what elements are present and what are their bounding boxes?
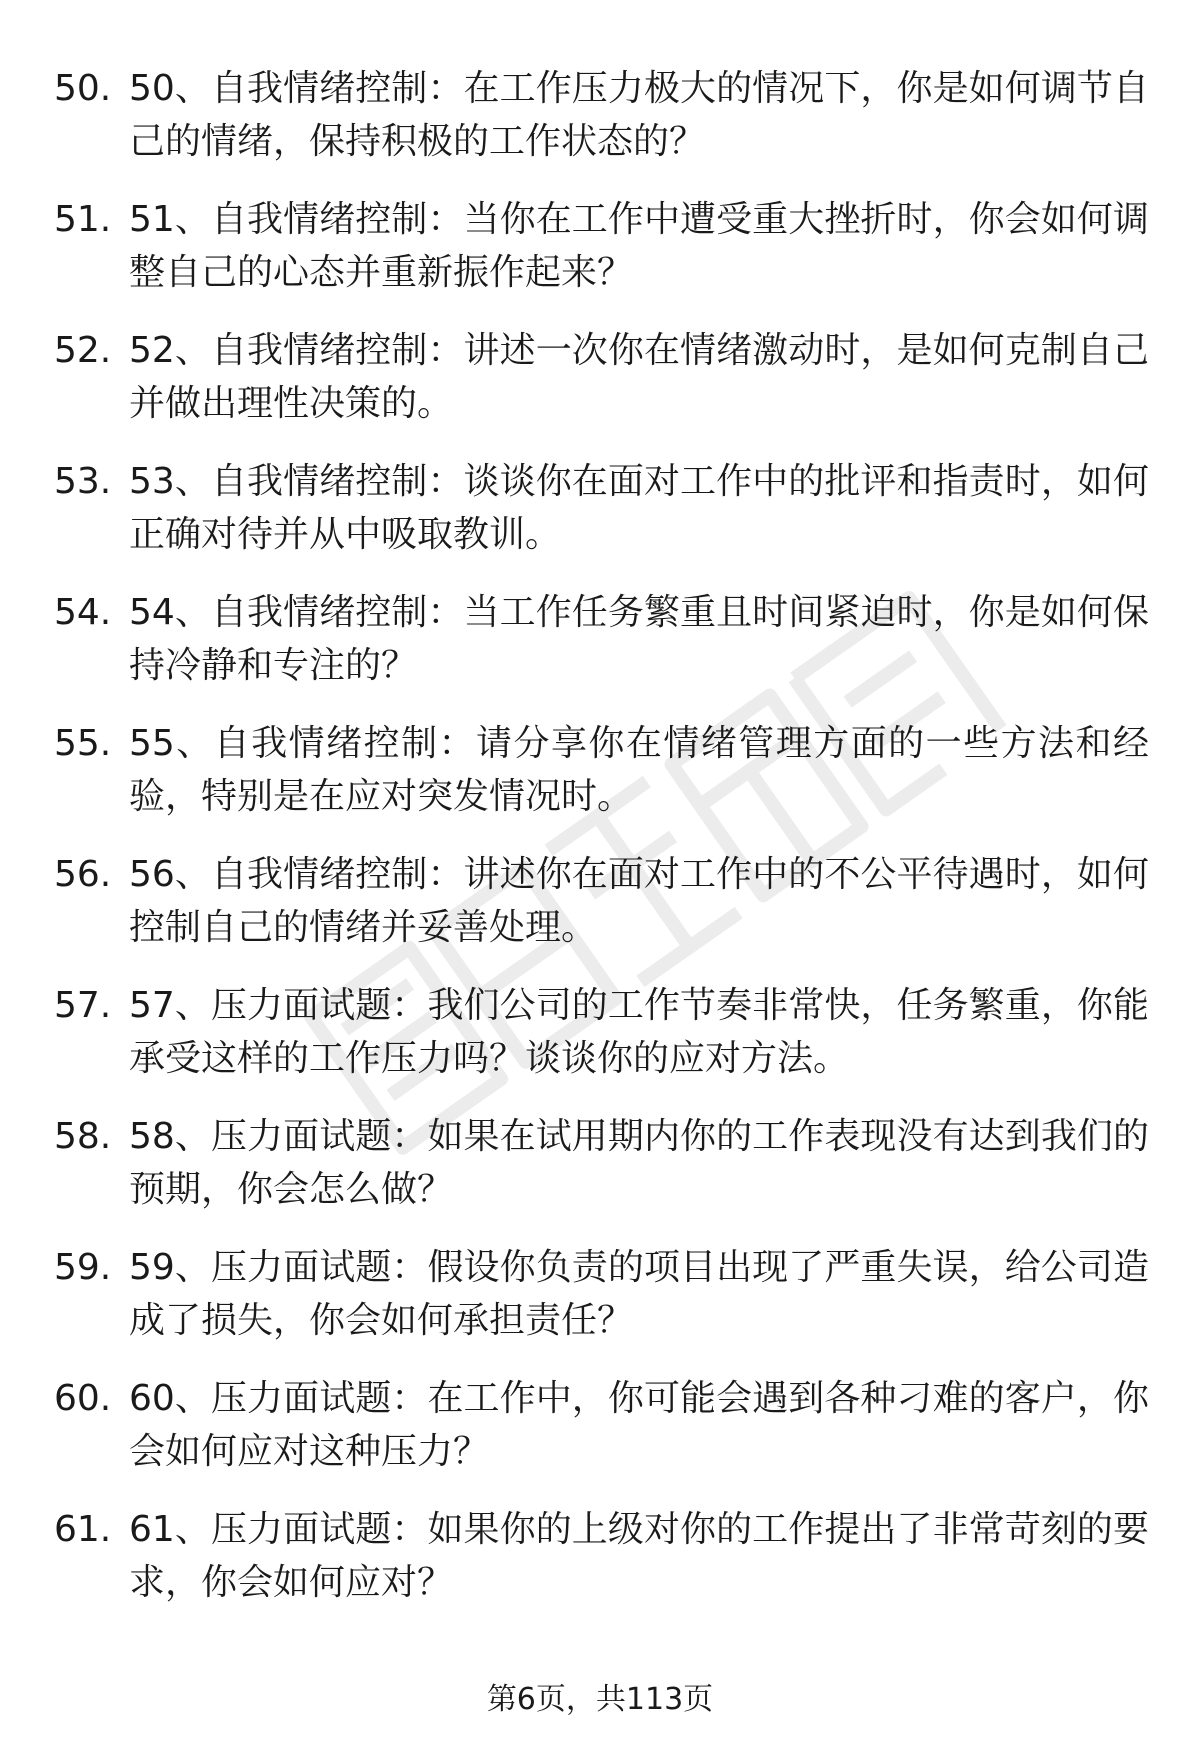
list-item bbox=[0, 193, 1200, 324]
item-text: 59、压力面试题：假设你负责的项目出现了严重失误，给公司造成了损失，你会如何承担责任？ bbox=[129, 1247, 1149, 1341]
item-number: 53. bbox=[54, 461, 112, 502]
item-text: 57、压力面试题：我们公司的工作节奏非常快，任务繁重，你能承受这样的工作压力吗？谈谈你的应对方法。 bbox=[129, 985, 1149, 1079]
list-item bbox=[0, 1241, 1200, 1372]
item-text: 54、自我情绪控制：当工作任务繁重且时间紧迫时，你是如何保持冷静和专注的？ bbox=[129, 592, 1149, 686]
item-number: 61. bbox=[54, 1509, 112, 1550]
item-number: 55. bbox=[54, 723, 112, 764]
item-text: 58、压力面试题：如果在试用期内你的工作表现没有达到我们的预期，你会怎么做？ bbox=[129, 1116, 1149, 1210]
item-number: 56. bbox=[54, 854, 112, 895]
item-number: 57. bbox=[54, 985, 112, 1026]
list-item bbox=[0, 979, 1200, 1110]
item-text: 51、自我情绪控制：当你在工作中遭受重大挫折时，你会如何调整自己的心态并重新振作起来？ bbox=[129, 199, 1149, 293]
item-text: 53、自我情绪控制：谈谈你在面对工作中的批评和指责时，如何正确对待并从中吸取教训。 bbox=[129, 461, 1149, 555]
item-number: 50. bbox=[54, 68, 112, 109]
item-text: 60、压力面试题：在工作中，你可能会遇到各种刁难的客户，你会如何应对这种压力？ bbox=[129, 1378, 1149, 1472]
item-number: 52. bbox=[54, 330, 112, 371]
item-text: 61、压力面试题：如果你的上级对你的工作提出了非常苛刻的要求，你会如何应对？ bbox=[129, 1509, 1149, 1603]
item-number: 54. bbox=[54, 592, 112, 633]
item-text: 55、自我情绪控制：请分享你在情绪管理方面的一些方法和经验，特别是在应对突发情况时。 bbox=[129, 723, 1149, 817]
item-number: 60. bbox=[54, 1378, 112, 1419]
list-item bbox=[0, 324, 1200, 455]
page-footer: 第6页，共113页 bbox=[486, 1682, 714, 1717]
list-item bbox=[0, 455, 1200, 586]
item-number: 58. bbox=[54, 1116, 112, 1157]
list-item bbox=[0, 1110, 1200, 1241]
item-text: 50、自我情绪控制：在工作压力极大的情况下，你是如何调节自己的情绪，保持积极的工作状态的？ bbox=[129, 68, 1149, 162]
list-item bbox=[0, 62, 1200, 193]
question-list bbox=[0, 62, 1200, 1634]
item-number: 59. bbox=[54, 1247, 112, 1288]
item-text: 56、自我情绪控制：讲述你在面对工作中的不公平待遇时，如何控制自己的情绪并妥善处理。 bbox=[129, 854, 1149, 948]
list-item bbox=[0, 717, 1200, 848]
list-item bbox=[0, 586, 1200, 717]
item-text: 52、自我情绪控制：讲述一次你在情绪激动时，是如何克制自己并做出理性决策的。 bbox=[129, 330, 1149, 424]
list-item bbox=[0, 1372, 1200, 1503]
list-item bbox=[0, 848, 1200, 979]
list-item bbox=[0, 1503, 1200, 1634]
item-number: 51. bbox=[54, 199, 112, 240]
